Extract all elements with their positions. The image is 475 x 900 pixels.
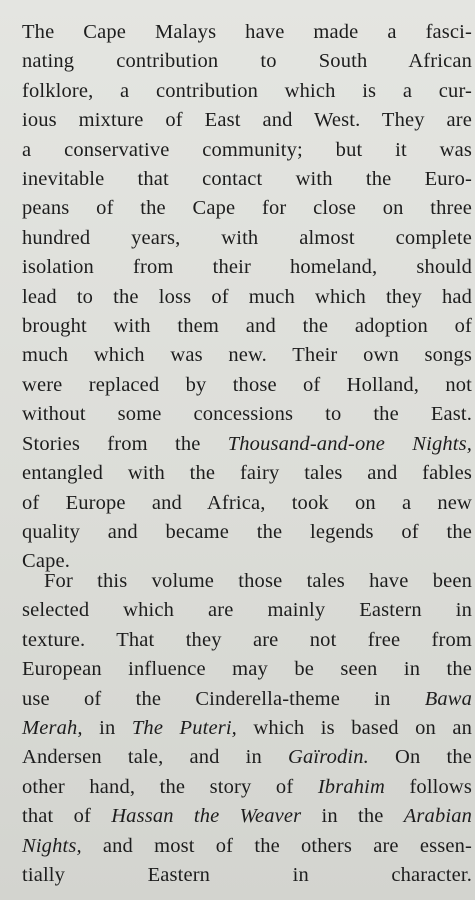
text-line: lead to the loss of much which they had (22, 285, 472, 308)
text-line: quality and became the legends of the (22, 520, 472, 543)
text-line: hundred years, with almost complete (22, 226, 472, 249)
text-line (22, 773, 472, 802)
italic-title: The Puteri, (131, 717, 237, 740)
text-line: isolation from their homeland, should (22, 256, 472, 279)
italic-title: Thousand-and-one Nights, (227, 432, 472, 455)
text-line: nating contribution to South African (22, 50, 472, 73)
text-line (22, 685, 472, 714)
text-line (22, 832, 472, 861)
text-line: folklore, a contribution which is a cur- (22, 79, 472, 102)
text-line: ious mixture of East and West. They are (22, 109, 472, 132)
italic-title: Ibrahim (317, 775, 385, 798)
text-line (22, 743, 472, 772)
text-line: texture. That they are not free from (22, 628, 472, 651)
text-line: European influence may be seen in the (22, 658, 472, 681)
text-span: that of (22, 805, 112, 828)
text-span: follows (384, 775, 473, 798)
text-line (22, 714, 472, 743)
text-span: in (82, 717, 132, 740)
text-span: use of the Cinderella-theme in (22, 687, 425, 710)
italic-title: Arabian (403, 805, 472, 828)
paragraph-1 (22, 18, 472, 577)
text-line: For this volume those tales have been (44, 570, 472, 592)
paragraph-2 (22, 567, 472, 890)
text-line: Cape. (22, 550, 70, 573)
text-line: entangled with the fairy tales and fables (22, 462, 472, 485)
text-line: The Cape Malays have made a fasci- (22, 21, 472, 43)
italic-title: Nights, (22, 834, 82, 857)
text-span: and most of the others are essen- (81, 834, 472, 857)
text-span: On the (368, 746, 472, 769)
text-line: selected which are mainly Eastern in (22, 599, 472, 622)
text-line: without some concessions to the East. (22, 403, 472, 426)
text-line (22, 802, 472, 831)
text-span: which is based on an (236, 717, 473, 740)
text-span: other hand, the story of (22, 775, 318, 798)
italic-title: Hassan the Weaver (111, 805, 302, 828)
text-span: Stories from the (22, 432, 228, 455)
text-line: peans of the Cape for close on three (22, 197, 472, 220)
text-span: in the (301, 805, 404, 828)
text-line (22, 430, 472, 459)
italic-title: Gaïrodin. (288, 746, 369, 769)
text-span: Andersen tale, and in (22, 746, 289, 769)
italic-title: Bawa (424, 687, 472, 710)
text-line: were replaced by those of Holland, not (22, 373, 472, 396)
italic-title: Merah, (22, 717, 83, 740)
text-line: of Europe and Africa, took on a new (22, 491, 472, 514)
text-line: inevitable that contact with the Euro- (22, 168, 472, 191)
text-line: a conservative community; but it was (22, 138, 472, 161)
text-line: brought with them and the adoption of (22, 315, 472, 338)
text-line: tially Eastern in character. (22, 864, 472, 887)
text-line: much which was new. Their own songs (22, 344, 472, 367)
